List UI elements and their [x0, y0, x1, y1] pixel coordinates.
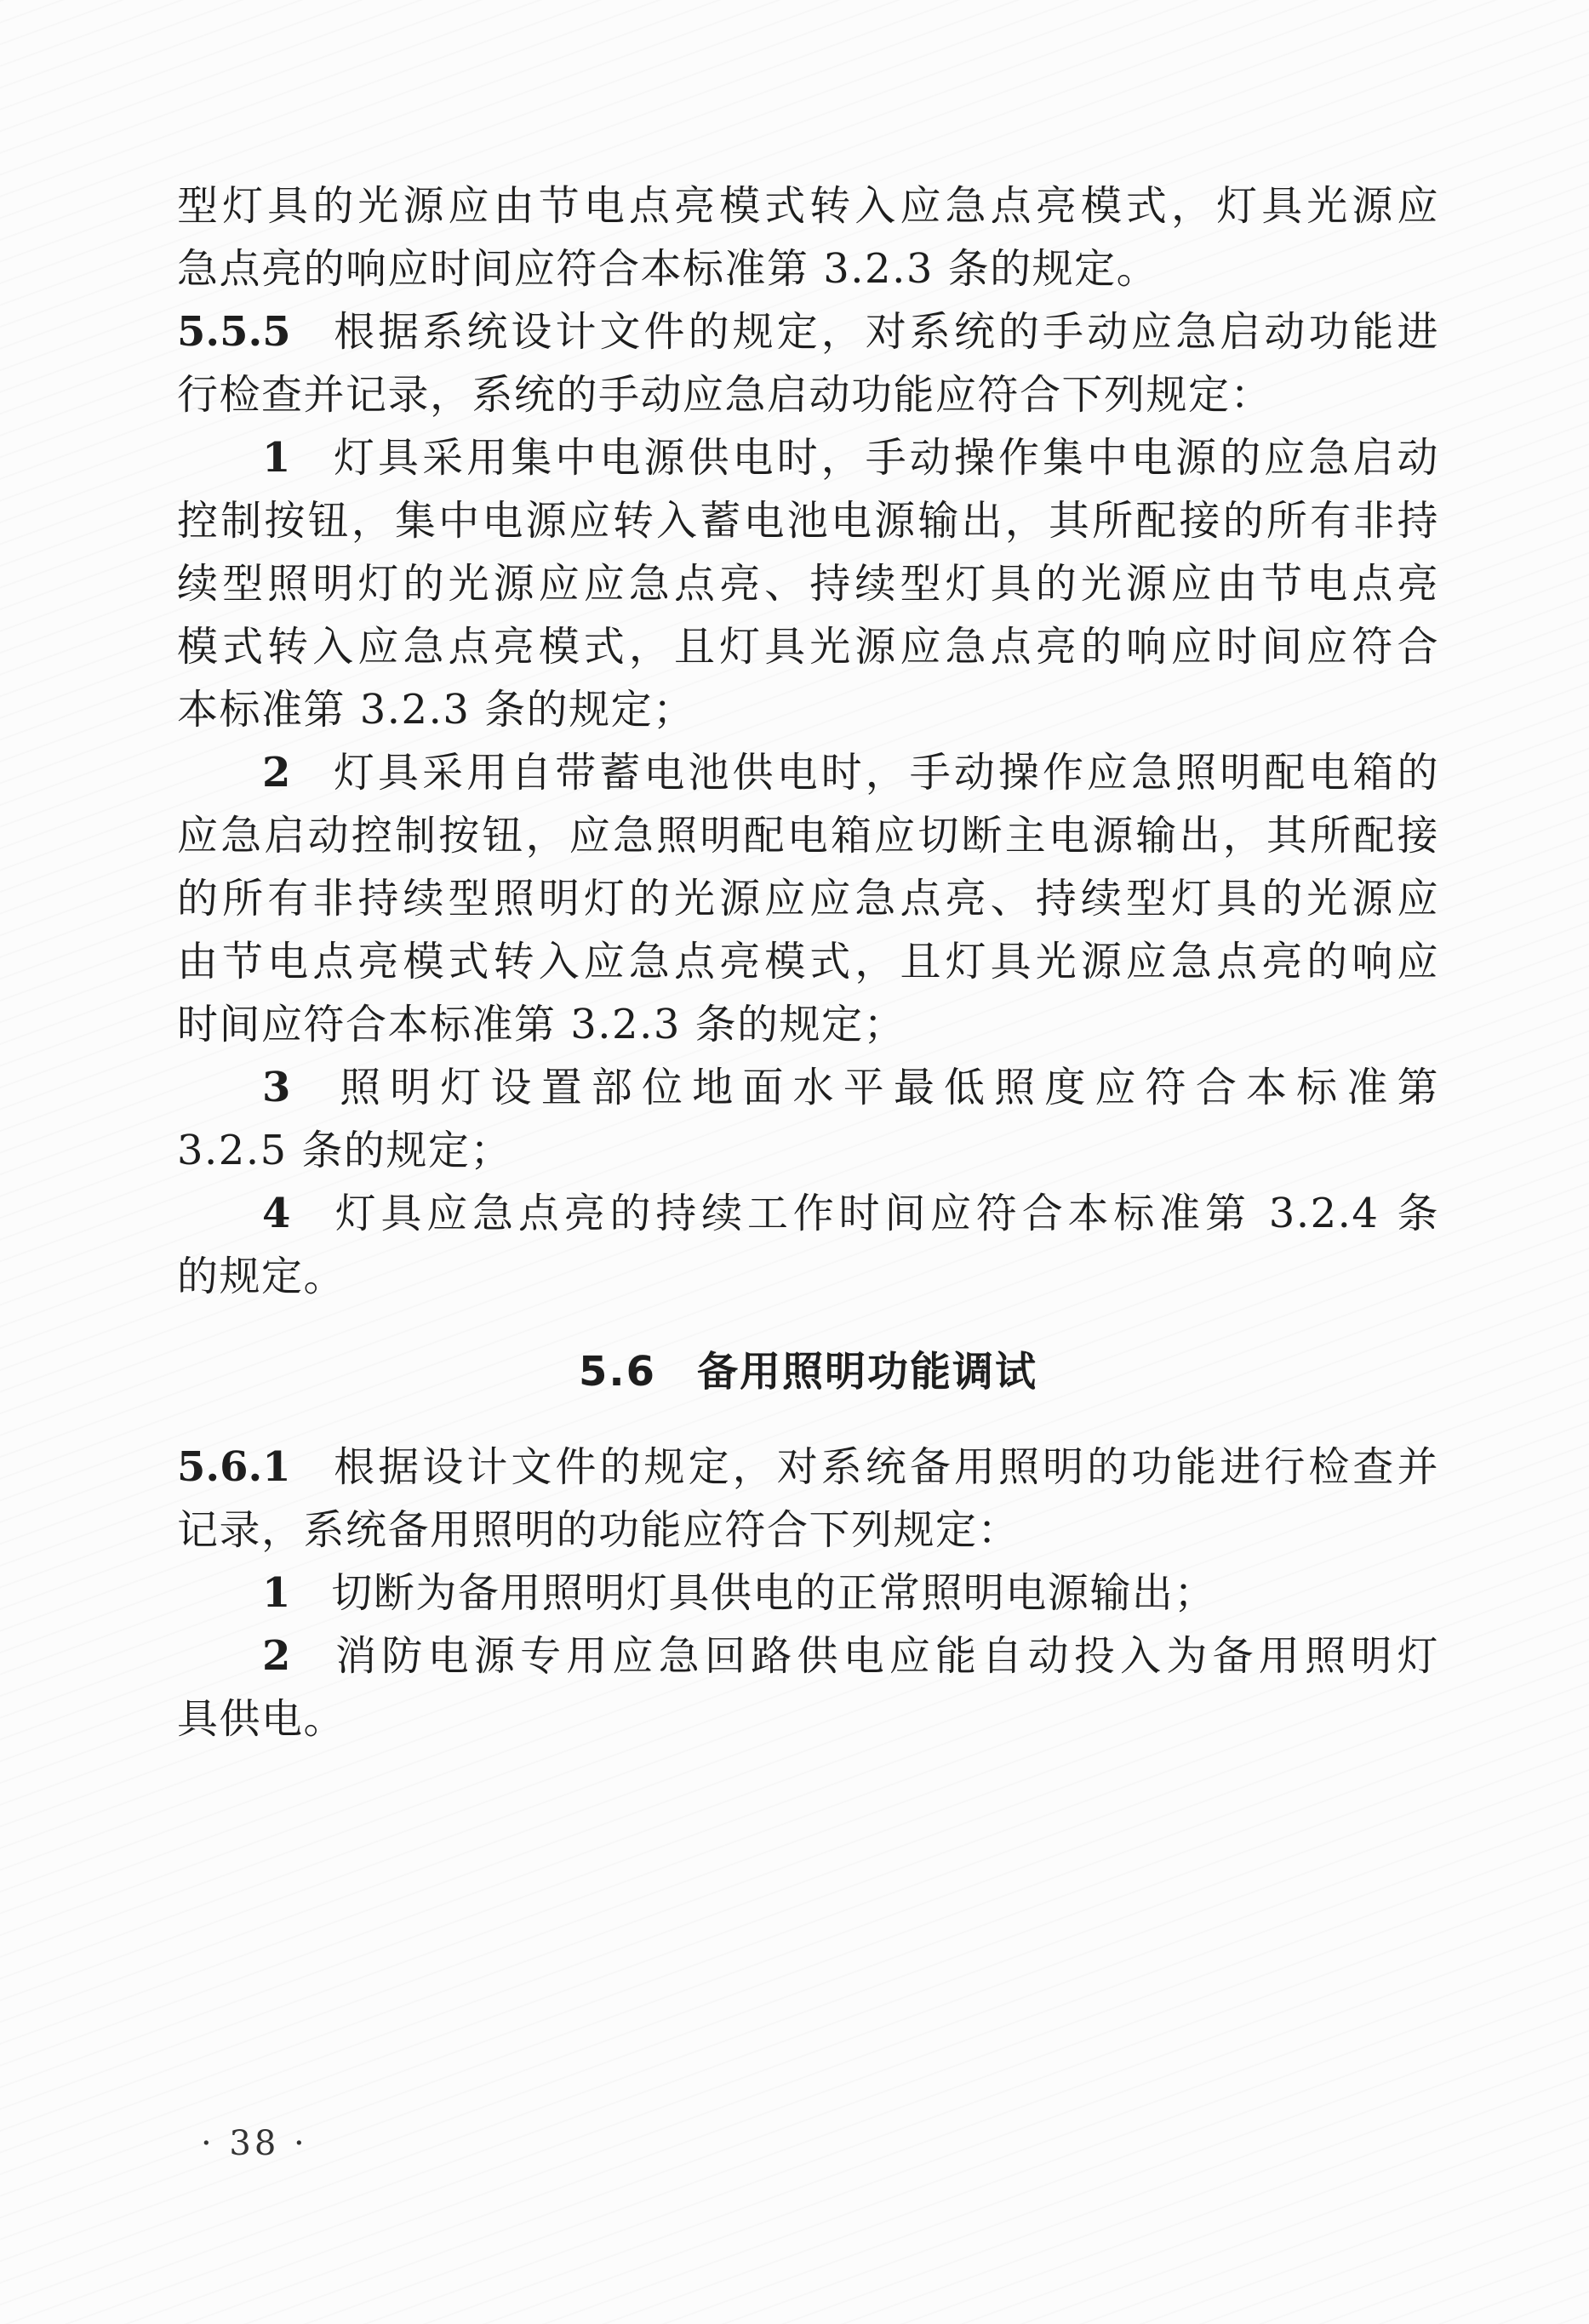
text-line: 的规定。 — [177, 1253, 346, 1300]
clause-5-6-1 — [177, 1436, 1439, 1499]
item-number: 3 — [262, 1064, 291, 1111]
text-line: 3.2.5 条的规定； — [177, 1127, 512, 1174]
item-text: 照明灯设置部位地面水平最低照度应符合本标准第 — [331, 1064, 1439, 1111]
clause-number: 5.6.1 — [177, 1443, 291, 1491]
page-body — [177, 174, 1439, 1750]
text-line: 本标准第 3.2.3 条的规定； — [177, 686, 695, 734]
item-text: 灯具采用集中电源供电时，手动操作集中电源的应急启动 — [331, 434, 1439, 482]
text-line: 控制按钮，集中电源应转入蓄电池电源输出，其所配接的所有非持 — [177, 497, 1439, 545]
text-line: 急点亮的响应时间应符合本标准第 3.2.3 条的规定。 — [177, 245, 1159, 293]
clause-text: 根据系统设计文件的规定，对系统的手动应急启动功能进 — [331, 308, 1439, 356]
text-line: 应急启动控制按钮，应急照明配电箱应切断主电源输出，其所配接 — [177, 812, 1439, 859]
item-text: 切断为备用照明灯具供电的正常照明电源输出； — [331, 1569, 1216, 1617]
item-number: 2 — [262, 749, 291, 797]
item-text: 灯具采用自带蓄电池供电时，手动操作应急照明配电箱的 — [331, 749, 1439, 797]
clause-text: 根据设计文件的规定，对系统备用照明的功能进行检查并 — [331, 1443, 1439, 1491]
section-title: 备用照明功能调试 — [697, 1348, 1038, 1396]
item-text: 消防电源专用应急回路供电应能自动投入为备用照明灯 — [331, 1632, 1439, 1680]
text-line: 行检查并记录，系统的手动应急启动功能应符合下列规定： — [177, 371, 1273, 419]
text-line: 模式转入应急点亮模式，且灯具光源应急点亮的响应时间应符合 — [177, 623, 1439, 671]
section-number: 5.6 — [578, 1348, 656, 1396]
item-number: 4 — [262, 1190, 291, 1237]
list-item-3 — [177, 1056, 1439, 1119]
item-text: 灯具应急点亮的持续工作时间应符合本标准第 3.2.4 条 — [331, 1190, 1439, 1237]
page-number: · 38 · — [201, 2124, 308, 2163]
clause-number: 5.5.5 — [177, 308, 291, 356]
list-item-4 — [177, 1182, 1439, 1245]
clause-5-5-5 — [177, 300, 1439, 363]
text-line: 由节电点亮模式转入应急点亮模式，且灯具光源应急点亮的响应 — [177, 938, 1439, 985]
section-heading — [177, 1340, 1439, 1403]
list-item-1 — [177, 1562, 1439, 1625]
list-item-1 — [177, 426, 1439, 489]
text-line: 记录，系统备用照明的功能应符合下列规定： — [177, 1506, 1020, 1554]
item-number: 1 — [262, 1569, 291, 1617]
list-item-2 — [177, 741, 1439, 804]
item-number: 1 — [262, 434, 291, 482]
text-line: 时间应符合本标准第 3.2.3 条的规定； — [177, 1001, 906, 1048]
list-item-2 — [177, 1625, 1439, 1687]
text-line: 具供电。 — [177, 1695, 346, 1743]
text-line: 续型照明灯的光源应应急点亮、持续型灯具的光源应由节电点亮 — [177, 560, 1439, 608]
item-number: 2 — [262, 1632, 291, 1680]
text-line: 的所有非持续型照明灯的光源应应急点亮、持续型灯具的光源应 — [177, 875, 1439, 922]
text-line: 型灯具的光源应由节电点亮模式转入应急点亮模式，灯具光源应 — [177, 182, 1439, 230]
